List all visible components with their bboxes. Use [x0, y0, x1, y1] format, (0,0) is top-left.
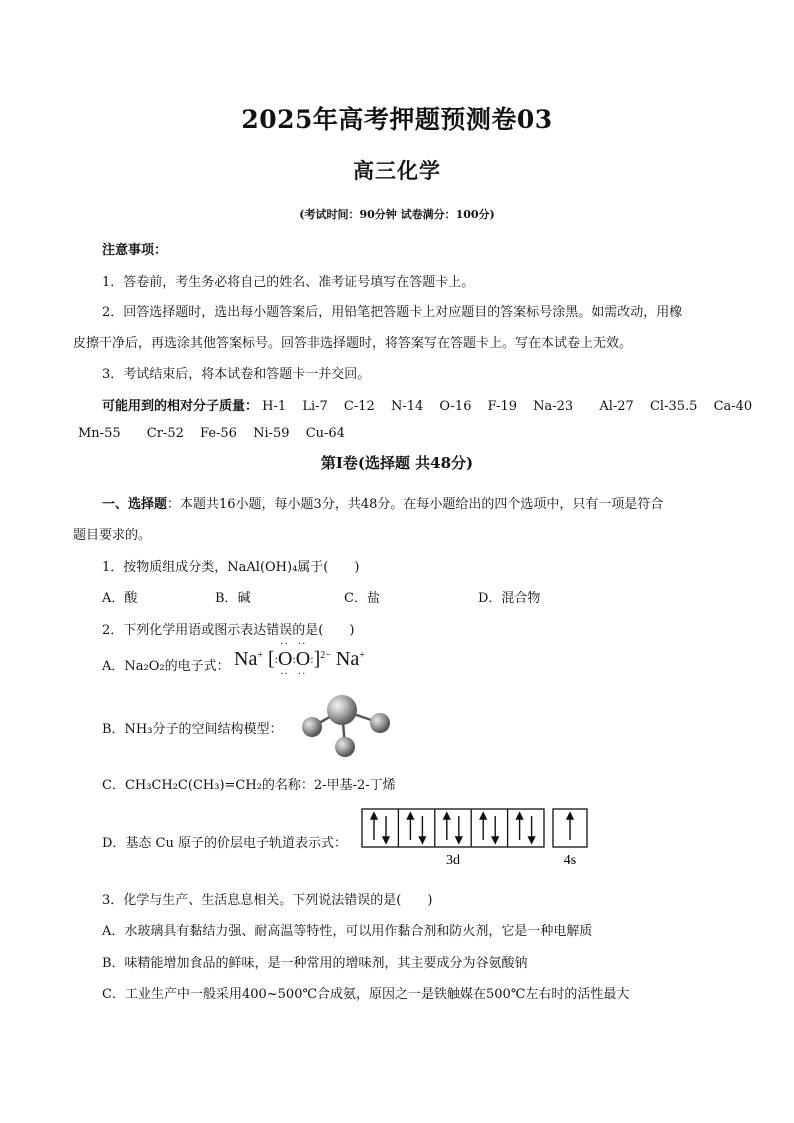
question-3-option-a: A．水玻璃具有黏结力强、耐高温等特性，可以用作黏合剂和防火剂，它是一种电解质 — [102, 924, 593, 939]
mass-item: O-16 — [439, 399, 472, 414]
bracket-open: [ — [267, 648, 275, 670]
electron-pair-arrows — [444, 813, 462, 843]
question-2-option-c: C．CH₃CH₂C(CH₃)=CH₂的名称：2-甲基-2-丁烯 — [102, 778, 396, 793]
mass-item: Cl-35.5 — [649, 399, 698, 414]
electron-pair-arrows — [371, 813, 389, 843]
question-2-stem: 2．下列化学用语或图示表达错误的是( ) — [102, 623, 355, 638]
question-2-option-d-label: D．基态 Cu 原子的价层电子轨道表示式： — [102, 836, 348, 851]
orbital-label-3d: 3d — [446, 853, 460, 868]
notes-item-2-line-2: 皮擦干净后，再选涂其他答案标号。回答非选择题时，将答案写在答题卡上。写在本试卷上无效。 — [73, 336, 633, 351]
page-title: 2025年高考押题预测卷03 — [241, 105, 553, 134]
question-1-option-a: A．酸 — [102, 591, 138, 606]
sodium-ion-left: Na — [234, 648, 258, 670]
notes-item-1: 1．答卷前，考生务必将自己的姓名、准考证号填写在答题卡上。 — [102, 275, 475, 290]
oxygen-atom-2: O — [295, 648, 311, 670]
bracket-close: ] — [313, 648, 321, 670]
mass-item: Cr-52 — [146, 426, 184, 441]
relative-mass-line-2 — [78, 426, 357, 441]
sodium-ion-right: Na — [335, 648, 360, 670]
question-1-option-d: D．混合物 — [478, 591, 541, 606]
question-1-stem: 1．按物质组成分类，NaAl(OH)₄属于( ) — [102, 560, 360, 575]
section-intro-line-1 — [102, 493, 663, 512]
notes-heading: 注意事项： — [102, 243, 168, 258]
ammonia-ball-model — [296, 688, 396, 760]
mass-item: Al-27 — [599, 399, 634, 414]
section-intro-line-2: 题目要求的。 — [73, 528, 152, 543]
hydrogen-atom — [302, 717, 322, 737]
relative-mass-label: 可能用到的相对分子质量： — [102, 399, 259, 414]
section-intro-text: ：本题共16小题，每小题3分，共48分。在每小题给出的四个选项中，只有一项是符合 — [167, 497, 664, 512]
charge-2-minus: 2− — [320, 650, 331, 661]
mass-item: H-1 — [262, 399, 287, 414]
electron-pair-arrows — [517, 813, 535, 843]
exam-info: (考试时间：90分钟 试卷满分：100分) — [299, 208, 495, 221]
mass-item: Mn-55 — [78, 426, 121, 441]
mass-item: C-12 — [343, 399, 375, 414]
notes-item-3: 3．考试结束后，将本试卷和答题卡一并交回。 — [102, 367, 371, 382]
mass-item: Ca-40 — [713, 399, 753, 414]
nitrogen-atom — [327, 695, 357, 725]
question-2-option-a-label: A．Na₂O₂的电子式： — [102, 659, 230, 674]
mass-item: Na-23 — [533, 399, 574, 414]
relative-mass-line-1 — [102, 395, 752, 414]
mass-item: Li-7 — [302, 399, 328, 414]
question-2-option-b-label: B．NH₃分子的空间结构模型： — [102, 722, 283, 737]
charge-plus: + — [257, 650, 263, 661]
section-title: 第Ⅰ卷(选择题 共48分) — [320, 454, 474, 472]
mass-item: Fe-56 — [200, 426, 237, 441]
copper-orbital-diagram — [360, 806, 590, 868]
notes-item-2-line-1: 2．回答选择题时，选出每小题答案后，用铅笔把答题卡上对应题目的答案标号涂黑。如需改动，用橡 — [102, 305, 683, 320]
question-1-option-b: B．碱 — [215, 591, 251, 606]
charge-plus: + — [359, 650, 365, 661]
electron-pair-arrows — [407, 813, 425, 843]
section-intro-label: 一、选择题 — [102, 497, 168, 512]
question-3-stem: 3．化学与生产、生活息息相关。下列说法错误的是( ) — [102, 893, 433, 908]
electron-pair-arrows — [480, 813, 498, 843]
mass-item: N-14 — [390, 399, 424, 414]
single-electron-arrow — [567, 813, 573, 840]
orbital-3d-box — [362, 809, 544, 847]
hydrogen-atom — [370, 713, 390, 733]
hydrogen-atom — [335, 737, 355, 757]
page-subtitle: 高三化学 — [353, 158, 441, 183]
mass-item: Ni-59 — [253, 426, 290, 441]
mass-item: F-19 — [487, 399, 517, 414]
orbital-label-4s: 4s — [563, 853, 577, 868]
sodium-peroxide-lewis-formula: Na+ [: ·· O ·· : ·· O ·· :]$^{2-}$ Na+ — [234, 639, 365, 680]
question-3-option-b: B．味精能增加食品的鲜味，是一种常用的增味剂，其主要成分为谷氨酸钠 — [102, 956, 528, 971]
oxygen-atom-1: O — [277, 648, 293, 670]
question-1-option-c: C．盐 — [344, 591, 380, 606]
question-3-option-c: C．工业生产中一般采用400~500℃合成氨，原因之一是铁触媒在500℃左右时的活性最大 — [102, 987, 630, 1002]
mass-item: Cu-64 — [305, 426, 345, 441]
